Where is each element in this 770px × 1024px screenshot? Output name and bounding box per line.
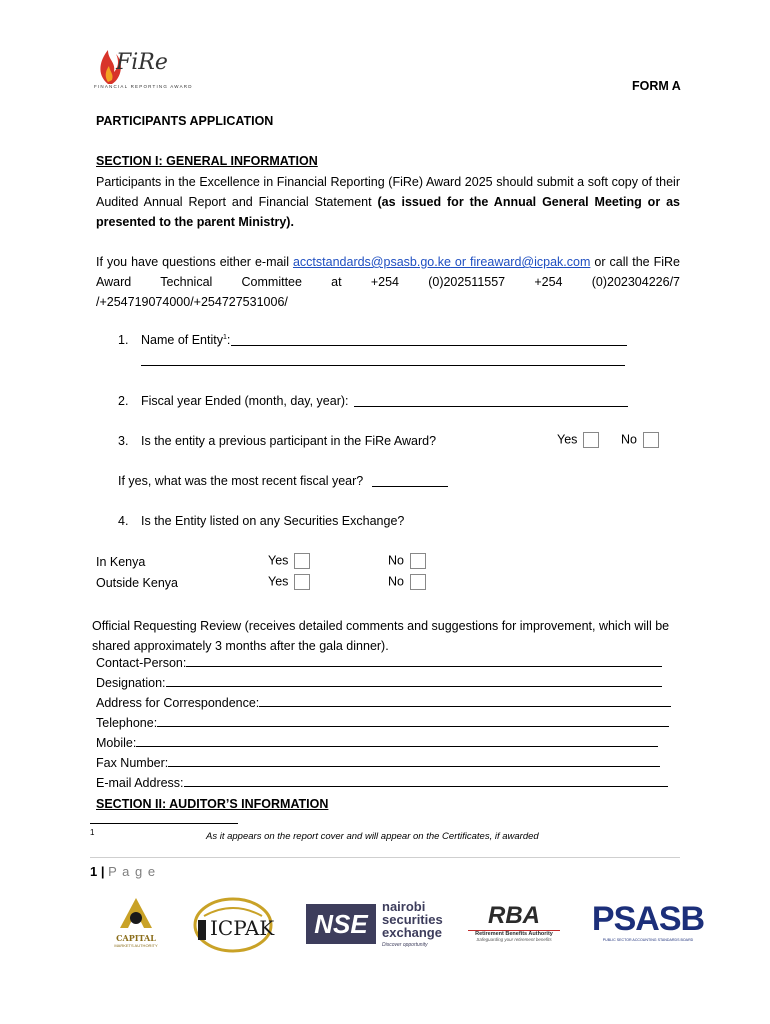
rba-logo [468, 902, 560, 952]
section1-heading: SECTION I: GENERAL INFORMATION [96, 154, 318, 168]
q3-number: 3. [118, 434, 129, 448]
q3-yes-checkbox[interactable] [583, 432, 599, 448]
designation-field[interactable] [96, 676, 662, 692]
nse-mark [306, 904, 376, 944]
fire-logo-tagline: FINANCIAL REPORTING AWARD [94, 84, 193, 89]
mobile-label: Mobile: [96, 736, 137, 750]
contact-person-label: Contact-Person: [96, 656, 187, 670]
review-paragraph: Official Requesting Review (receives detailed comments and suggestions for improvement, which will be shared approximately 3 months after the gala dinner). [92, 619, 670, 653]
psasb-logo-subtext: PUBLIC SECTOR ACCOUNTING STANDARDS BOARD [602, 938, 694, 942]
page-number-value: 1 [90, 864, 98, 879]
psasb-logo [586, 900, 710, 950]
footer-divider [90, 857, 680, 858]
capital-markets-logo [100, 896, 172, 954]
address-field[interactable] [96, 696, 671, 712]
page-word: P a g e [108, 864, 157, 879]
fax-number-label: Fax Number: [96, 756, 169, 770]
psasb-logo-text: PSASB [591, 900, 705, 938]
q1-footnote-ref: 1 [222, 333, 227, 341]
entity-name-field[interactable] [231, 345, 627, 346]
email-link-icpak[interactable]: fireaward@icpak.com [470, 255, 591, 269]
q4-label: Is the Entity listed on any Securities Exchange? [141, 514, 405, 528]
icpak-logo-text: ICPAK [210, 916, 275, 940]
nse-mark-text: NSE [314, 909, 368, 939]
q3-no-checkbox[interactable] [643, 432, 659, 448]
capital-markets-emblem-icon [116, 896, 156, 930]
outside-kenya-yes-label: Yes [268, 574, 289, 589]
q1-label: Name of Entity [141, 333, 223, 347]
address-label: Address for Correspondence: [96, 696, 260, 710]
outside-kenya-no-checkbox[interactable] [410, 574, 426, 590]
q2-label: Fiscal year Ended (month, day, year): [141, 394, 349, 408]
q3-no-label: No [621, 432, 637, 447]
outside-kenya-label: Outside Kenya [96, 576, 178, 590]
fire-logo-text: FiRe [116, 50, 168, 75]
mobile-field[interactable] [96, 736, 658, 752]
in-kenya-yes-option [268, 553, 310, 569]
q1-number: 1. [118, 333, 129, 347]
contact-paragraph [96, 252, 680, 312]
fire-logo [94, 44, 193, 90]
intro-text: Participants in the Excellence in Financial Reporting (FiRe) Award 2025 should submit a soft copy of their Audited Annual Report and Financial Statement [96, 175, 680, 209]
q3-yes-label: Yes [557, 432, 578, 447]
capital-logo-text: CAPITAL [116, 933, 156, 943]
email-address-label: E-mail Address: [96, 776, 184, 790]
footnote-number: 1 [90, 828, 95, 837]
page-number [90, 864, 156, 879]
nse-wordmark [382, 900, 443, 952]
rba-logo-subtext: Retirement Benefits Authority [468, 930, 560, 937]
in-kenya-no-option [388, 553, 426, 569]
email-address-field[interactable] [96, 776, 668, 792]
rba-logo-text: RBA [488, 902, 540, 929]
icpak-logo [190, 896, 276, 954]
in-kenya-no-label: No [388, 553, 404, 568]
designation-label: Designation: [96, 676, 166, 690]
outside-kenya-no-option [388, 574, 426, 590]
capital-logo-subtext: MARKETS AUTHORITY [114, 943, 158, 948]
nse-logo [306, 900, 448, 950]
nse-tagline: Discover opportunity [382, 942, 428, 948]
nse-line1: nairobi [382, 899, 426, 914]
outside-kenya-no-label: No [388, 574, 404, 589]
contact-prefix: If you have questions either e-mail [96, 255, 293, 269]
contact-person-field[interactable] [96, 656, 662, 672]
page-number-separator: | [100, 864, 105, 879]
telephone-label: Telephone: [96, 716, 158, 730]
q3-followup-label: If yes, what was the most recent fiscal year? [118, 474, 364, 488]
contact-or: or [450, 255, 471, 269]
section2-heading: SECTION II: AUDITOR’S INFORMATION [96, 797, 329, 811]
entity-name-field-line2[interactable] [141, 365, 625, 366]
email-link-psasb[interactable]: acctstandards@psasb.go.ke [292, 255, 451, 269]
q1-label-wrap: Name of Entity$^1$: [141, 333, 231, 347]
recent-fiscal-year-field[interactable] [372, 486, 448, 487]
fax-number-field[interactable] [96, 756, 660, 772]
rba-logo-tagline: Safeguarding your retirement benefits [476, 937, 552, 942]
in-kenya-label: In Kenya [96, 555, 146, 569]
q3-no-option [621, 432, 659, 448]
page-title: PARTICIPANTS APPLICATION [96, 114, 274, 128]
fiscal-year-field[interactable] [354, 406, 628, 407]
q4-number: 4. [118, 514, 129, 528]
in-kenya-yes-checkbox[interactable] [294, 553, 310, 569]
q2-number: 2. [118, 394, 129, 408]
q3-label: Is the entity a previous participant in the FiRe Award? [141, 434, 437, 448]
contact-suffix: or call the FiRe Award Technical Committee at +254 (0)202511557 +254 (0)202304226/7 /+254719074000/+254727531006/ [96, 255, 681, 309]
footnote-divider [90, 823, 238, 824]
form-label: FORM A [632, 79, 681, 93]
nse-line2: securities [382, 912, 443, 927]
footnote-text: As it appears on the report cover and will appear on the Certificates, if awarded [206, 831, 539, 842]
nse-line3: exchange [382, 925, 442, 940]
intro-bold-text: (as issued for the Annual General Meeting or as presented to the parent Ministry). [96, 195, 681, 229]
outside-kenya-yes-checkbox[interactable] [294, 574, 310, 590]
q3-yes-option [557, 432, 599, 448]
outside-kenya-yes-option [268, 574, 310, 590]
in-kenya-no-checkbox[interactable] [410, 553, 426, 569]
intro-paragraph [96, 172, 680, 232]
in-kenya-yes-label: Yes [268, 553, 289, 568]
telephone-field[interactable] [96, 716, 669, 732]
